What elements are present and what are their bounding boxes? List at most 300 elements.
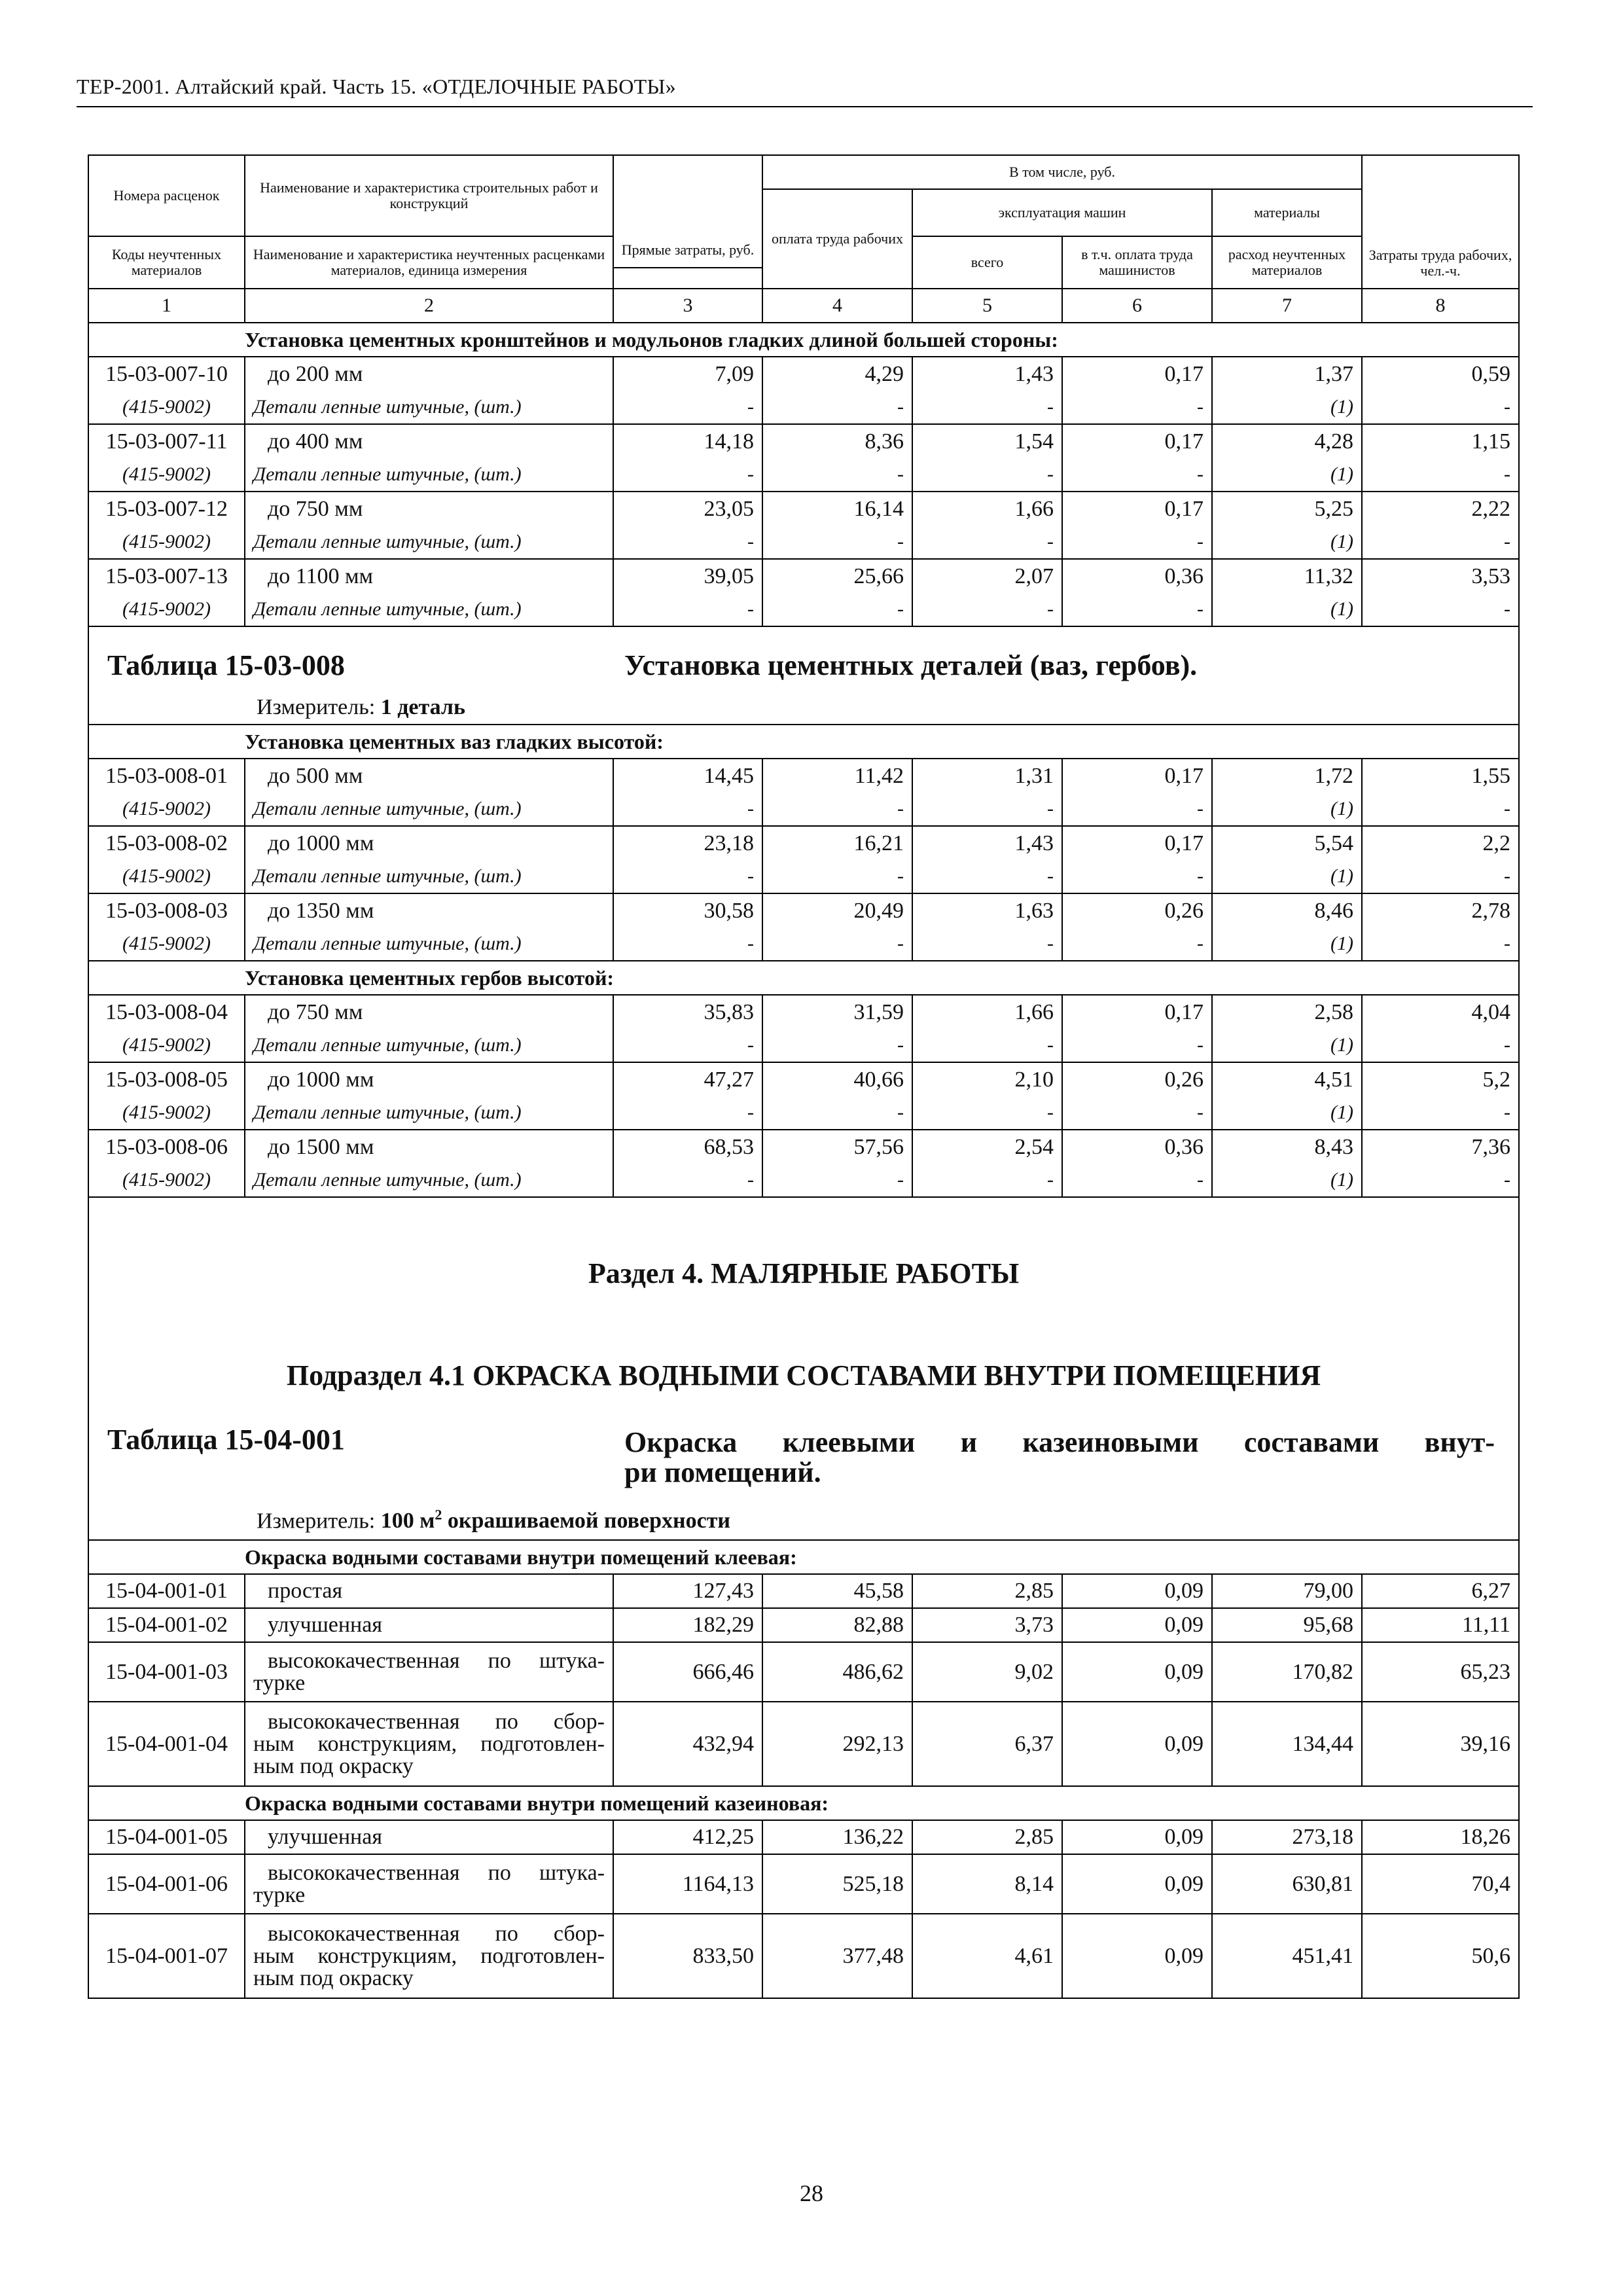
- rate-value: 11,11: [1362, 1608, 1519, 1642]
- rate-name: до 750 мм: [245, 995, 613, 1029]
- rate-value: 1,72: [1212, 759, 1362, 793]
- rate-value: 377,48: [762, 1914, 912, 1998]
- rate-value: 50,6: [1362, 1914, 1519, 1998]
- material-row: [88, 927, 1519, 961]
- rate-name-line: улучшенная: [268, 1825, 382, 1849]
- rate-row: [88, 1574, 1519, 1608]
- rate-value: 412,25: [613, 1820, 762, 1854]
- measure-prefix: Измеритель:: [257, 1509, 376, 1534]
- rate-row: [88, 1914, 1519, 1998]
- rate-value: 1,66: [912, 492, 1062, 526]
- rate-value: 170,82: [1212, 1642, 1362, 1702]
- rate-code: 15-03-008-04: [88, 995, 245, 1029]
- col-number: 3: [613, 289, 762, 323]
- rate-value: 0,17: [1062, 492, 1212, 526]
- material-dash: -: [613, 860, 762, 893]
- col-number: 6: [1062, 289, 1212, 323]
- rate-value: 2,22: [1362, 492, 1519, 526]
- t007-body: [88, 357, 1519, 626]
- rate-name-line: высококачественная по сбор-: [268, 1921, 605, 1946]
- material-row: [88, 1029, 1519, 1062]
- rate-value: 0,09: [1062, 1642, 1212, 1702]
- material-dash: -: [613, 391, 762, 424]
- rate-value: 70,4: [1362, 1854, 1519, 1914]
- col-including: В том числе, руб.: [762, 155, 1362, 189]
- rate-value: 4,04: [1362, 995, 1519, 1029]
- measure-rest: окрашиваемой поверхности: [442, 1509, 730, 1534]
- rate-value: 0,59: [1362, 357, 1519, 391]
- rate-row: [88, 893, 1519, 927]
- material-dash: -: [762, 526, 912, 559]
- rate-value: 7,09: [613, 357, 762, 391]
- material-code: (415-9002): [88, 1029, 245, 1062]
- rate-value: 432,94: [613, 1702, 762, 1786]
- rate-value: 182,29: [613, 1608, 762, 1642]
- rate-code: 15-03-008-02: [88, 826, 245, 860]
- group-heading: Установка цементных гербов высотой:: [88, 961, 1519, 995]
- rate-value: 630,81: [1212, 1854, 1362, 1914]
- material-row: [88, 860, 1519, 893]
- rate-value: 2,85: [912, 1574, 1062, 1608]
- rate-code: 15-04-001-06: [88, 1854, 245, 1914]
- rate-value: 35,83: [613, 995, 762, 1029]
- rate-value: 0,09: [1062, 1574, 1212, 1608]
- rate-value: 0,26: [1062, 1062, 1212, 1096]
- material-qty: (1): [1212, 793, 1362, 826]
- header-rule: [77, 106, 1533, 107]
- rate-value: 5,2: [1362, 1062, 1519, 1096]
- t008-title: Установка цементных деталей (ваз, гербов).: [624, 649, 1198, 681]
- material-dash: -: [762, 458, 912, 492]
- rate-value: 40,66: [762, 1062, 912, 1096]
- rate-name-line: турке: [253, 1670, 306, 1695]
- rate-name: [245, 1608, 613, 1642]
- material-dash: -: [1362, 1096, 1519, 1130]
- material-dash: -: [613, 593, 762, 626]
- rate-name-line: высококачественная по штука-: [268, 1648, 605, 1673]
- material-dash: -: [762, 1029, 912, 1062]
- material-dash: -: [762, 1096, 912, 1130]
- rate-value: 1,37: [1212, 357, 1362, 391]
- t008-body-2: [88, 995, 1519, 1197]
- material-row: [88, 526, 1519, 559]
- material-name: Детали лепные штучные, (шт.): [245, 458, 613, 492]
- rate-name: до 1000 мм: [245, 1062, 613, 1096]
- section-title: Раздел 4. МАЛЯРНЫЕ РАБОТЫ: [588, 1257, 1020, 1289]
- material-name: Детали лепные штучные, (шт.): [245, 391, 613, 424]
- material-dash: -: [762, 593, 912, 626]
- material-row: [88, 458, 1519, 492]
- rate-row: [88, 1130, 1519, 1164]
- material-row: [88, 1164, 1519, 1197]
- material-dash: -: [613, 1029, 762, 1062]
- material-dash: -: [912, 391, 1062, 424]
- rate-value: 7,36: [1362, 1130, 1519, 1164]
- col-material-names: Наименование и характеристика неучтенных расценками материалов, единица измерения: [245, 236, 613, 289]
- rate-value: 79,00: [1212, 1574, 1362, 1608]
- subsection-title: Подраздел 4.1 ОКРАСКА ВОДНЫМИ СОСТАВАМИ ВНУТРИ ПОМЕЩЕНИЯ: [286, 1359, 1321, 1391]
- material-dash: -: [1362, 1029, 1519, 1062]
- rate-value: 14,45: [613, 759, 762, 793]
- rate-value: 2,54: [912, 1130, 1062, 1164]
- group-heading: Окраска водными составами внутри помещений казеиновая:: [88, 1786, 1519, 1820]
- material-dash: -: [1062, 1164, 1212, 1197]
- t008-body-1: [88, 759, 1519, 961]
- rate-value: 5,54: [1212, 826, 1362, 860]
- rate-value: 1,43: [912, 826, 1062, 860]
- rate-value: 2,85: [912, 1820, 1062, 1854]
- rate-name: до 400 мм: [245, 424, 613, 458]
- rate-value: 1,63: [912, 893, 1062, 927]
- rate-value: 2,58: [1212, 995, 1362, 1029]
- rate-value: 20,49: [762, 893, 912, 927]
- rate-value: 18,26: [1362, 1820, 1519, 1854]
- material-dash: -: [762, 1164, 912, 1197]
- rate-value: 16,14: [762, 492, 912, 526]
- material-dash: -: [613, 927, 762, 961]
- col-direct-costs: Прямые затраты, руб.: [613, 155, 762, 268]
- rate-value: 0,09: [1062, 1854, 1212, 1914]
- rate-code: 15-03-007-12: [88, 492, 245, 526]
- material-dash: -: [1362, 391, 1519, 424]
- rate-value: 5,25: [1212, 492, 1362, 526]
- rate-value: 0,17: [1062, 357, 1212, 391]
- rate-value: 525,18: [762, 1854, 912, 1914]
- rate-value: 1,15: [1362, 424, 1519, 458]
- rate-value: 16,21: [762, 826, 912, 860]
- material-code: (415-9002): [88, 793, 245, 826]
- material-qty: (1): [1212, 927, 1362, 961]
- rate-code: 15-04-001-01: [88, 1574, 245, 1608]
- rate-name: до 1100 мм: [245, 559, 613, 593]
- col-material-codes: Коды неучтенных материалов: [88, 236, 245, 289]
- measure-sup: 2: [435, 1507, 442, 1523]
- rate-value: 1,55: [1362, 759, 1519, 793]
- material-dash: -: [912, 927, 1062, 961]
- rate-value: 6,37: [912, 1702, 1062, 1786]
- col-labor-costs: Затраты труда рабочих, чел.-ч.: [1362, 155, 1519, 289]
- rate-value: 451,41: [1212, 1914, 1362, 1998]
- rate-value: 666,46: [613, 1642, 762, 1702]
- rate-value: 4,28: [1212, 424, 1362, 458]
- rate-name-line: высококачественная по сбор-: [268, 1709, 605, 1734]
- rate-code: 15-04-001-04: [88, 1702, 245, 1786]
- col-labor-pay: оплата труда рабочих: [762, 189, 912, 289]
- rate-code: 15-03-007-13: [88, 559, 245, 593]
- col-number: 2: [245, 289, 613, 323]
- material-dash: -: [912, 1096, 1062, 1130]
- t401-title: [624, 1427, 1495, 1488]
- rate-value: 833,50: [613, 1914, 762, 1998]
- rate-value: 0,09: [1062, 1914, 1212, 1998]
- rate-name-line: улучшенная: [268, 1613, 382, 1637]
- rate-value: 0,09: [1062, 1820, 1212, 1854]
- rate-value: 136,22: [762, 1820, 912, 1854]
- material-dash: -: [762, 927, 912, 961]
- material-name: Детали лепные штучные, (шт.): [245, 1164, 613, 1197]
- rate-row: [88, 1702, 1519, 1786]
- rate-value: 2,78: [1362, 893, 1519, 927]
- rate-value: 8,14: [912, 1854, 1062, 1914]
- rate-value: 3,53: [1362, 559, 1519, 593]
- material-name: Детали лепные штучные, (шт.): [245, 927, 613, 961]
- group-row: [88, 961, 1519, 995]
- t008-label: Таблица 15-03-008: [107, 649, 345, 681]
- t401-label: Таблица 15-04-001: [107, 1424, 345, 1456]
- material-name: Детали лепные штучные, (шт.): [245, 526, 613, 559]
- col-number: 5: [912, 289, 1062, 323]
- measure-prefix: Измеритель:: [257, 695, 376, 719]
- rate-value: 6,27: [1362, 1574, 1519, 1608]
- material-dash: -: [1062, 458, 1212, 492]
- material-dash: -: [1362, 793, 1519, 826]
- rate-row: [88, 357, 1519, 391]
- material-dash: -: [1062, 1096, 1212, 1130]
- rate-value: 0,09: [1062, 1608, 1212, 1642]
- page-number: 28: [800, 2180, 823, 2206]
- measure-value: 100 м: [380, 1509, 435, 1534]
- group-heading: Окраска водными составами внутри помещений клеевая:: [88, 1540, 1519, 1574]
- rate-value: 65,23: [1362, 1642, 1519, 1702]
- col-machinists-pay: в т.ч. оплата труда машинистов: [1062, 236, 1212, 289]
- rate-value: 8,46: [1212, 893, 1362, 927]
- rate-value: 0,17: [1062, 759, 1212, 793]
- rates-table: [88, 154, 1520, 1999]
- rate-name-line: простая: [268, 1579, 343, 1603]
- material-dash: -: [762, 793, 912, 826]
- material-dash: -: [1062, 927, 1212, 961]
- rate-value: 0,17: [1062, 995, 1212, 1029]
- rate-value: 47,27: [613, 1062, 762, 1096]
- rate-name-line: ным под окраску: [253, 1965, 414, 1990]
- rate-row: [88, 826, 1519, 860]
- rate-value: 14,18: [613, 424, 762, 458]
- rate-value: 8,43: [1212, 1130, 1362, 1164]
- material-dash: -: [912, 593, 1062, 626]
- col-machines-total: всего: [912, 236, 1062, 289]
- rate-value: 127,43: [613, 1574, 762, 1608]
- rate-row: [88, 492, 1519, 526]
- rate-value: 0,09: [1062, 1702, 1212, 1786]
- rate-row: [88, 1608, 1519, 1642]
- rate-value: 4,29: [762, 357, 912, 391]
- rate-value: 1,43: [912, 357, 1062, 391]
- rate-value: 39,16: [1362, 1702, 1519, 1786]
- material-dash: -: [1062, 391, 1212, 424]
- material-dash: -: [1362, 458, 1519, 492]
- material-dash: -: [912, 458, 1062, 492]
- col-unaccounted-materials: расход неучтенных материалов: [1212, 236, 1362, 289]
- rate-value: 1,31: [912, 759, 1062, 793]
- rate-value: 0,36: [1062, 559, 1212, 593]
- rate-name: до 750 мм: [245, 492, 613, 526]
- material-dash: -: [1362, 526, 1519, 559]
- rate-value: 25,66: [762, 559, 912, 593]
- col-materials: материалы: [1212, 189, 1362, 236]
- rate-name: [245, 1702, 613, 1786]
- rate-row: [88, 1820, 1519, 1854]
- rate-value: 1,54: [912, 424, 1062, 458]
- rate-value: 39,05: [613, 559, 762, 593]
- rate-code: 15-03-008-03: [88, 893, 245, 927]
- t008-measure: [257, 695, 465, 720]
- material-dash: -: [613, 793, 762, 826]
- header-row-1: [88, 155, 1519, 189]
- section-header-cell: [88, 1197, 1519, 1540]
- col-number: 1: [88, 289, 245, 323]
- rate-value: 4,61: [912, 1914, 1062, 1998]
- material-dash: -: [912, 1029, 1062, 1062]
- material-code: (415-9002): [88, 1164, 245, 1197]
- col-number: 4: [762, 289, 912, 323]
- material-dash: -: [1362, 1164, 1519, 1197]
- rate-value: 2,07: [912, 559, 1062, 593]
- material-qty: (1): [1212, 458, 1362, 492]
- material-row: [88, 793, 1519, 826]
- rate-value: 0,17: [1062, 424, 1212, 458]
- rate-name: [245, 1820, 613, 1854]
- material-dash: -: [762, 391, 912, 424]
- material-code: (415-9002): [88, 1096, 245, 1130]
- material-dash: -: [912, 793, 1062, 826]
- rate-code: 15-04-001-02: [88, 1608, 245, 1642]
- rate-code: 15-03-007-10: [88, 357, 245, 391]
- t401-measure: [257, 1503, 730, 1534]
- page-header: ТЕР-2001. Алтайский край. Часть 15. «ОТДЕЛОЧНЫЕ РАБОТЫ»: [77, 75, 676, 98]
- column-numbers-row: [88, 289, 1519, 323]
- group-heading: Установка цементных ваз гладких высотой:: [88, 725, 1519, 759]
- material-qty: (1): [1212, 1029, 1362, 1062]
- rate-value: 1164,13: [613, 1854, 762, 1914]
- rate-value: 30,58: [613, 893, 762, 927]
- material-qty: (1): [1212, 391, 1362, 424]
- group-row: [88, 1786, 1519, 1820]
- t401-title-line2: ри помещений.: [624, 1456, 821, 1488]
- material-name: Детали лепные штучные, (шт.): [245, 1029, 613, 1062]
- rate-name-line: ным под окраску: [253, 1753, 414, 1778]
- rate-value: 23,18: [613, 826, 762, 860]
- rate-value: 8,36: [762, 424, 912, 458]
- group-heading: Установка цементных кронштейнов и модульонов гладких длиной большей стороны:: [88, 323, 1519, 357]
- rate-code: 15-03-008-01: [88, 759, 245, 793]
- material-dash: -: [1062, 1029, 1212, 1062]
- section-header-row: [88, 1197, 1519, 1540]
- rate-name: [245, 1574, 613, 1608]
- rate-value: 9,02: [912, 1642, 1062, 1702]
- rate-name: до 1000 мм: [245, 826, 613, 860]
- rate-row: [88, 559, 1519, 593]
- rate-value: 68,53: [613, 1130, 762, 1164]
- rate-name: до 1350 мм: [245, 893, 613, 927]
- col-machines: эксплуатация машин: [912, 189, 1212, 236]
- material-dash: -: [613, 526, 762, 559]
- rate-value: 273,18: [1212, 1820, 1362, 1854]
- rate-value: 292,13: [762, 1702, 912, 1786]
- material-row: [88, 593, 1519, 626]
- rate-value: 3,73: [912, 1608, 1062, 1642]
- material-dash: -: [1062, 526, 1212, 559]
- material-dash: -: [1062, 593, 1212, 626]
- rate-value: 11,32: [1212, 559, 1362, 593]
- rate-value: 57,56: [762, 1130, 912, 1164]
- material-dash: -: [1362, 927, 1519, 961]
- rate-value: 4,51: [1212, 1062, 1362, 1096]
- group-row: [88, 725, 1519, 759]
- col-direct-costs-tail: [613, 268, 762, 289]
- material-qty: (1): [1212, 860, 1362, 893]
- rate-value: 1,66: [912, 995, 1062, 1029]
- material-code: (415-9002): [88, 860, 245, 893]
- material-dash: -: [912, 526, 1062, 559]
- rate-value: 2,2: [1362, 826, 1519, 860]
- group-row: [88, 323, 1519, 357]
- material-dash: -: [613, 1164, 762, 1197]
- material-code: (415-9002): [88, 593, 245, 626]
- material-dash: -: [1362, 593, 1519, 626]
- rate-name: [245, 1914, 613, 1998]
- material-qty: (1): [1212, 1096, 1362, 1130]
- material-code: (415-9002): [88, 927, 245, 961]
- material-qty: (1): [1212, 1164, 1362, 1197]
- rate-row: [88, 1854, 1519, 1914]
- t008-header-row: [88, 626, 1519, 725]
- material-dash: -: [762, 860, 912, 893]
- rate-value: 11,42: [762, 759, 912, 793]
- rate-code: 15-04-001-05: [88, 1820, 245, 1854]
- col-rate-numbers: Номера расценок: [88, 155, 245, 236]
- measure-value: 1 деталь: [380, 695, 465, 719]
- material-dash: -: [613, 458, 762, 492]
- rate-value: 82,88: [762, 1608, 912, 1642]
- rate-value: 0,26: [1062, 893, 1212, 927]
- rate-value: 486,62: [762, 1642, 912, 1702]
- rate-code: 15-04-001-03: [88, 1642, 245, 1702]
- rate-name-line: высококачественная по штука-: [268, 1860, 605, 1885]
- rate-name-line: ным конструкциям, подготовлен-: [253, 1731, 605, 1756]
- rate-name: [245, 1854, 613, 1914]
- col-number: 7: [1212, 289, 1362, 323]
- rate-name-line: турке: [253, 1882, 306, 1907]
- rate-value: 0,36: [1062, 1130, 1212, 1164]
- rate-code: 15-03-008-05: [88, 1062, 245, 1096]
- material-qty: (1): [1212, 526, 1362, 559]
- rate-code: 15-03-007-11: [88, 424, 245, 458]
- rate-name: до 1500 мм: [245, 1130, 613, 1164]
- material-qty: (1): [1212, 593, 1362, 626]
- rate-value: 23,05: [613, 492, 762, 526]
- material-dash: -: [1062, 793, 1212, 826]
- rate-code: 15-03-008-06: [88, 1130, 245, 1164]
- rate-name: [245, 1642, 613, 1702]
- material-row: [88, 391, 1519, 424]
- t008-header-cell: [88, 626, 1519, 725]
- rate-name-line: ным конструкциям, подготовлен-: [253, 1943, 605, 1968]
- rate-row: [88, 424, 1519, 458]
- group-row: [88, 1540, 1519, 1574]
- material-name: Детали лепные штучные, (шт.): [245, 1096, 613, 1130]
- material-name: Детали лепные штучные, (шт.): [245, 593, 613, 626]
- rate-name: до 200 мм: [245, 357, 613, 391]
- material-code: (415-9002): [88, 458, 245, 492]
- rate-row: [88, 1062, 1519, 1096]
- material-dash: -: [613, 1096, 762, 1130]
- material-row: [88, 1096, 1519, 1130]
- material-code: (415-9002): [88, 391, 245, 424]
- col-number: 8: [1362, 289, 1519, 323]
- rate-value: 134,44: [1212, 1702, 1362, 1786]
- material-name: Детали лепные штучные, (шт.): [245, 793, 613, 826]
- material-dash: -: [912, 860, 1062, 893]
